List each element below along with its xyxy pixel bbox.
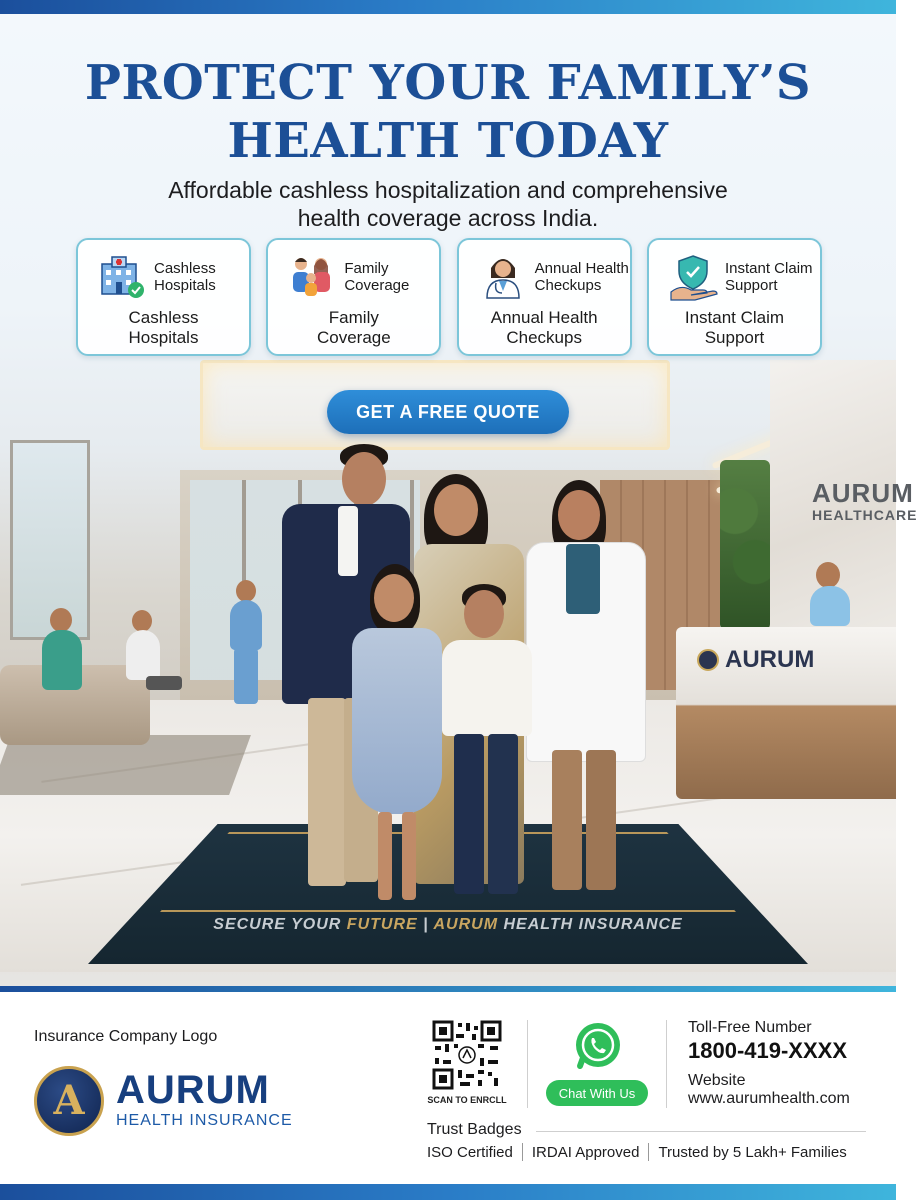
feature-card-caption [154, 260, 216, 294]
feature-title-line: Coverage [316, 328, 391, 347]
trust-badges-rule [536, 1131, 866, 1132]
reception-logo-emblem [697, 649, 719, 671]
trust-badge-separator [648, 1143, 649, 1161]
feature-card-instant-claim [647, 238, 822, 356]
carpet-slogan-divider: | [417, 916, 434, 933]
feature-caption-line: Coverage [344, 277, 410, 294]
feature-caption-line: Annual Health [534, 260, 629, 277]
feature-caption-line: Cashless [154, 260, 216, 277]
hero-banner [0, 14, 917, 986]
hospital-icon [98, 254, 146, 300]
logo-caption: Insurance Company Logo [34, 1028, 218, 1045]
page-headline [0, 54, 896, 170]
trust-badges-row [427, 1143, 847, 1161]
wall-logo-subword: HEALTHCARE [812, 507, 917, 523]
footer-divider [527, 1020, 528, 1108]
carpet-slogan-part: SECURE YOUR [213, 916, 347, 933]
qr-caption: SCAN TO ENRCLL [427, 1095, 507, 1105]
reception-logo-word: AURUM [725, 646, 815, 673]
trust-badges-title: Trust Badges [427, 1121, 522, 1138]
website-label: Website [688, 1072, 746, 1089]
lobby-window [10, 440, 90, 640]
carpet-slogan-brand: AURUM [433, 916, 499, 933]
feature-title-line: Checkups [506, 328, 582, 347]
headline-line-1: PROTECT YOUR FAMILY’S [84, 55, 812, 111]
website-link[interactable]: www.aurumhealth.com [688, 1090, 850, 1107]
feature-cards [76, 238, 822, 358]
carpet-slogan-highlight: FUTURE [346, 916, 418, 933]
feature-card-annual-checkups [457, 238, 632, 356]
feature-title-line: Support [704, 328, 765, 347]
vertical-garden [720, 460, 770, 630]
feature-title-line: Hospitals [128, 328, 199, 347]
tollfree-number[interactable]: 1800-419-XXXX [688, 1038, 847, 1063]
feature-card-caption [344, 260, 409, 294]
feature-title-line: Instant Claim [684, 308, 785, 327]
feature-card-caption [535, 260, 629, 294]
chat-with-us-button[interactable]: Chat With Us [546, 1080, 648, 1106]
footer-divider [666, 1020, 667, 1108]
feature-title-line: Annual Health [490, 308, 598, 327]
carpet-slogan-part: HEALTH INSURANCE [498, 916, 683, 933]
feature-card-cashless-hospitals [76, 238, 251, 356]
whatsapp-icon[interactable] [572, 1020, 624, 1072]
shield-hand-icon [669, 254, 717, 300]
feature-title-line: Family [328, 308, 379, 327]
feature-card-title [459, 308, 630, 348]
feature-card-caption [725, 260, 813, 294]
feature-card-family-coverage [266, 238, 441, 356]
wall-logo [812, 478, 917, 523]
feature-card-title [268, 308, 439, 348]
trust-badge-irdai: IRDAI Approved [531, 1143, 640, 1161]
brand-name: AURUM [116, 1068, 270, 1112]
feature-card-title [649, 308, 820, 348]
trust-badge-separator [522, 1143, 523, 1161]
feature-caption-line: Support [724, 277, 778, 294]
feature-caption-line: Instant Claim [724, 260, 813, 277]
family-icon [288, 254, 336, 300]
carpet-slogan [0, 916, 896, 934]
brand-tagline: HEALTH INSURANCE [116, 1112, 293, 1129]
brand-emblem [34, 1066, 104, 1136]
doctor-icon [479, 254, 527, 300]
brand-monogram: A [53, 1077, 85, 1124]
feature-caption-line: Checkups [534, 277, 602, 294]
reception-logo [697, 646, 814, 674]
page-subheadline [0, 176, 896, 232]
tollfree-label: Toll-Free Number [688, 1019, 812, 1036]
trust-badge-iso: ISO Certified [427, 1143, 513, 1161]
get-free-quote-button[interactable]: GET A FREE QUOTE [327, 390, 569, 434]
subhead-line-1: Affordable cashless hospitalization and comprehensive [168, 177, 728, 203]
bottom-accent-strip [0, 1184, 896, 1200]
feature-caption-line: Hospitals [154, 277, 216, 294]
feature-title-line: Cashless [128, 308, 199, 327]
trust-badge-families: Trusted by 5 Lakh+ Families [658, 1143, 847, 1161]
qr-code-icon[interactable] [432, 1020, 502, 1090]
headline-line-2: HEALTH TODAY [227, 113, 669, 169]
feature-card-title [78, 308, 249, 348]
wall-logo-word: AURUM [812, 478, 914, 508]
feature-caption-line: Family [344, 260, 389, 277]
top-accent-strip [0, 0, 896, 14]
subhead-line-2: health coverage across India. [297, 205, 599, 231]
